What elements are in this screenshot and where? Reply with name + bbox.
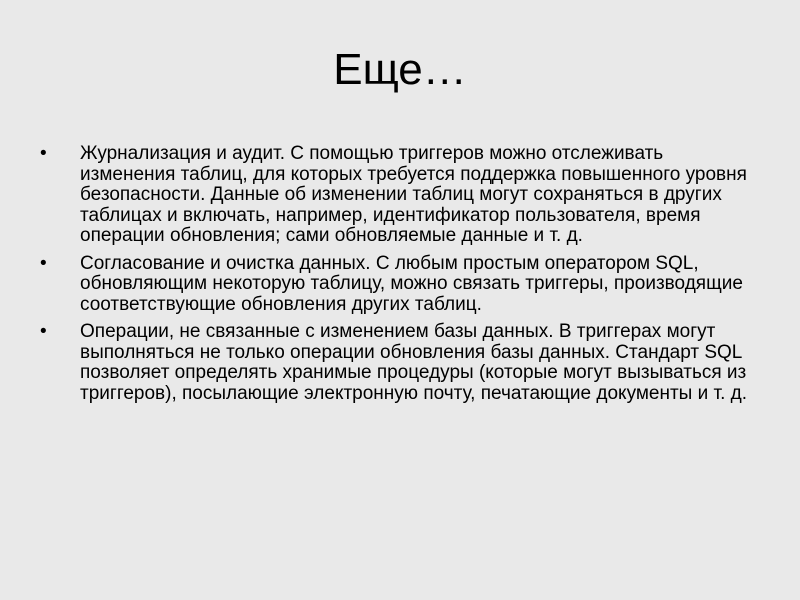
bullet-item — [40, 322, 760, 404]
slide-title: Еще… — [333, 45, 467, 94]
bullet-item — [40, 254, 760, 316]
bullet-item — [40, 144, 760, 247]
bullet-point-icon: • — [40, 143, 47, 164]
bullet-point-icon: • — [40, 252, 47, 274]
bullet-list — [40, 144, 760, 411]
bullet-text: Операции, не связанные с изменением базы данных. В триггерах могут выполняться не только операции обновления базы данных. Стандарт SQL позволяет определять хранимые процедуры (которые могут вызываться из триггеров), посылающие электронную почту, печатающие документы и т. д. — [80, 321, 748, 404]
bullet-point-icon: • — [40, 321, 47, 342]
bullet-text: Журнализация и аудит. С помощью триггеров можно отслеживать изменения таблиц, для которых требуется поддержка повышенного уровня безопасности. Данные об изменении таблиц могут сохраняться в других таблицах и включать, например, идентификатор пользователя, время операции обновления; сами обновляемые данные и т. д. — [80, 143, 747, 246]
bullet-text: Согласование и очистка данных. С любым простым оператором SQL, обновляющим некоторую таблицу, можно связать триггеры, производящие соответствующие обновления других таблиц. — [80, 252, 743, 315]
